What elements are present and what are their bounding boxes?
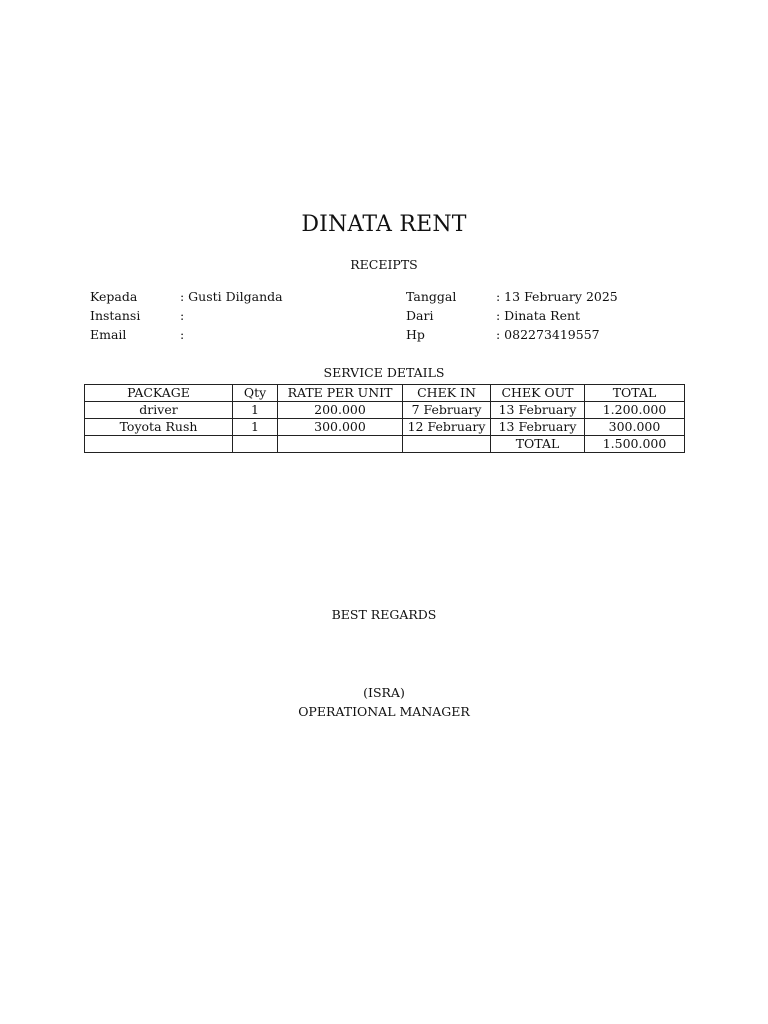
cell-total: 300.000 xyxy=(585,419,685,436)
column-header-qty: Qty xyxy=(233,385,278,402)
column-header-rate: RATE PER UNIT xyxy=(278,385,403,402)
info-value: : 082273419557 xyxy=(496,327,600,342)
column-header-total: TOTAL xyxy=(585,385,685,402)
cell-qty: 1 xyxy=(233,419,278,436)
info-value: : 13 February 2025 xyxy=(496,289,618,304)
column-header-check-out: CHEK OUT xyxy=(491,385,585,402)
table-row xyxy=(85,419,685,436)
info-row-tanggal xyxy=(406,287,618,306)
info-row-hp xyxy=(406,325,618,344)
info-label: Hp xyxy=(406,327,425,342)
column-header-package: PACKAGE xyxy=(85,385,233,402)
cell-check-in: 7 February xyxy=(403,402,491,419)
closing-regards: BEST REGARDS xyxy=(331,607,437,622)
info-row-kepada xyxy=(90,287,283,306)
signature-block xyxy=(0,683,768,721)
info-label: Instansi xyxy=(90,308,141,323)
signer-name: (ISRA) xyxy=(363,685,405,700)
document-type: RECEIPTS xyxy=(350,257,418,272)
info-value: : xyxy=(180,308,185,323)
grand-total-label: TOTAL xyxy=(491,436,585,453)
table-header-row xyxy=(85,385,685,402)
info-label: Dari xyxy=(406,308,434,323)
grand-total-value: 1.500.000 xyxy=(585,436,685,453)
cell-check-out: 13 February xyxy=(491,419,585,436)
service-table xyxy=(84,384,685,453)
cell-total: 1.200.000 xyxy=(585,402,685,419)
table-row xyxy=(85,402,685,419)
cell-empty xyxy=(85,436,233,453)
cell-empty xyxy=(278,436,403,453)
cell-rate: 300.000 xyxy=(278,419,403,436)
info-label: Tanggal xyxy=(406,289,457,304)
cell-empty xyxy=(403,436,491,453)
cell-check-out: 13 February xyxy=(491,402,585,419)
service-details-title: SERVICE DETAILS xyxy=(323,365,445,380)
info-value: : xyxy=(180,327,185,342)
signer-title: OPERATIONAL MANAGER xyxy=(298,704,470,719)
cell-rate: 200.000 xyxy=(278,402,403,419)
sender-info xyxy=(406,287,618,344)
table-total-row xyxy=(85,436,685,453)
cell-empty xyxy=(233,436,278,453)
info-row-dari xyxy=(406,306,618,325)
column-header-check-in: CHEK IN xyxy=(403,385,491,402)
cell-package: driver xyxy=(85,402,233,419)
info-label: Kepada xyxy=(90,289,138,304)
info-row-instansi xyxy=(90,306,283,325)
cell-qty: 1 xyxy=(233,402,278,419)
info-value: : Gusti Dilganda xyxy=(180,289,283,304)
info-label: Email xyxy=(90,327,127,342)
company-title: DINATA RENT xyxy=(301,212,467,237)
cell-package: Toyota Rush xyxy=(85,419,233,436)
cell-check-in: 12 February xyxy=(403,419,491,436)
recipient-info xyxy=(90,287,283,344)
info-value: : Dinata Rent xyxy=(496,308,581,323)
info-row-email xyxy=(90,325,283,344)
